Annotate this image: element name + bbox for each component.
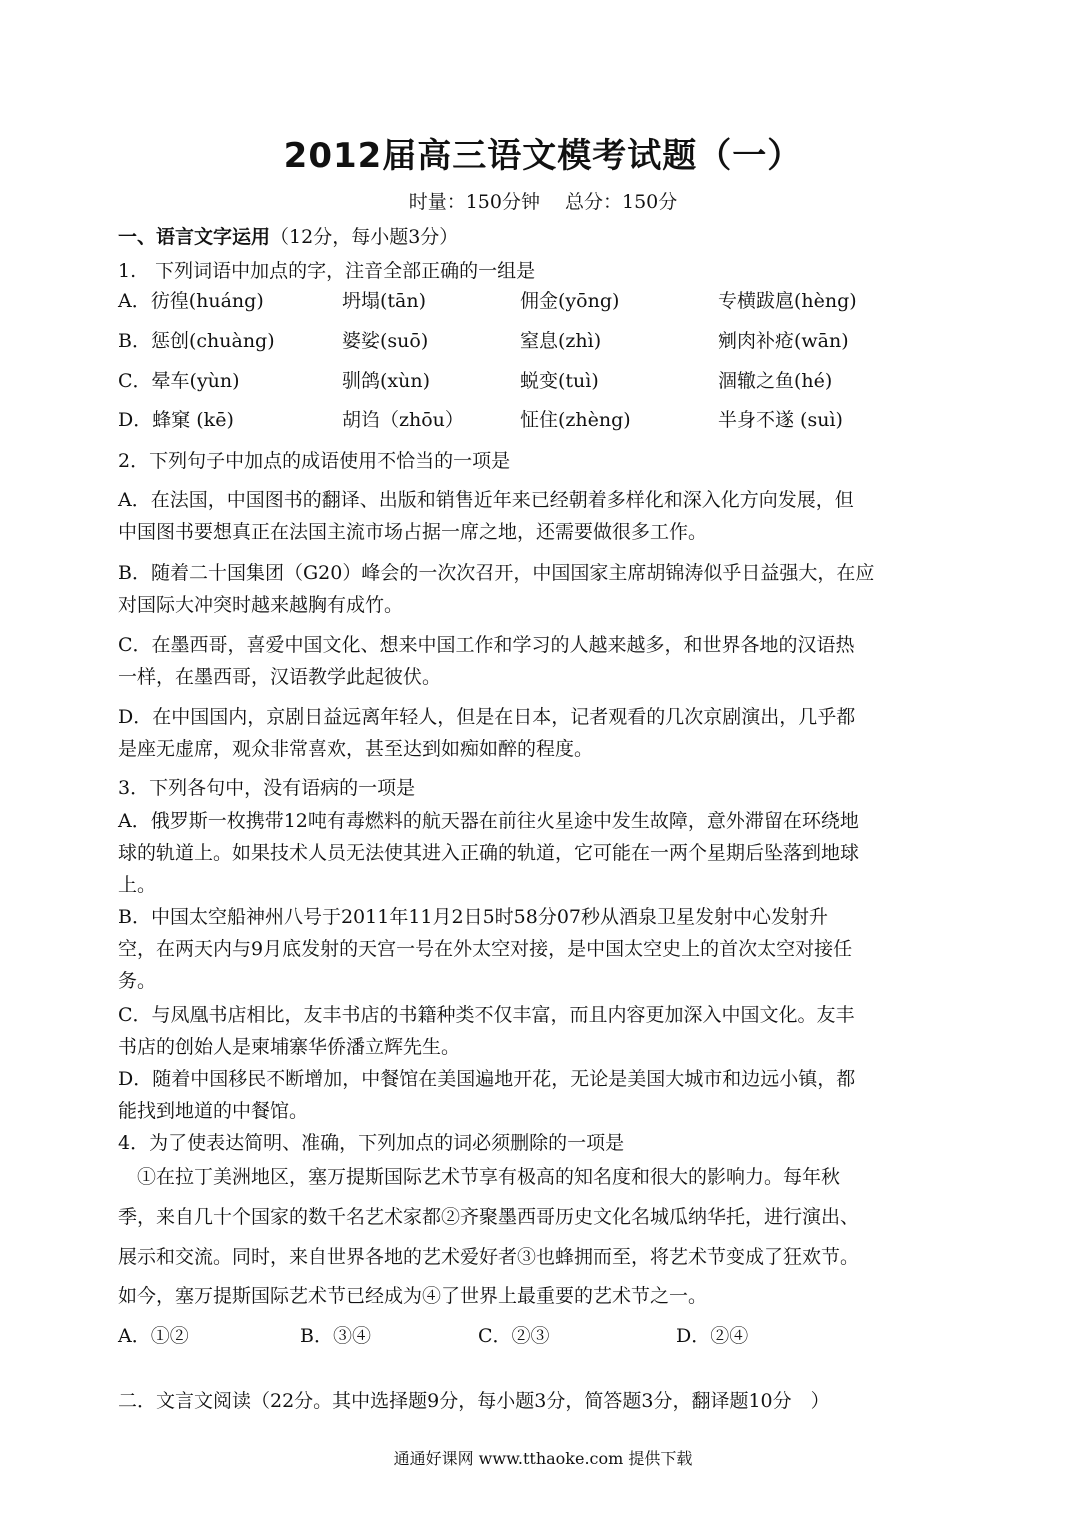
q1-a-3: 佣金(yōng)	[520, 290, 620, 312]
q3-b-line1: B．中国太空船神州八号于2011年11月2日5时58分07秒从酒泉卫星发射中心发射升	[118, 906, 829, 928]
section2-heading: 二．文言文阅读（22分。其中选择题9分，每小题3分，简答题3分，翻译题10分 ）	[118, 1390, 830, 1412]
section1-heading	[118, 222, 458, 249]
section1-title: 一、语言文字运用	[118, 226, 271, 248]
q2-c-line2: 一样，在墨西哥，汉语教学此起彼伏。	[118, 666, 442, 688]
q4-stem: 4．为了使表达简明、准确，下列加点的词必须删除的一项是	[118, 1132, 625, 1154]
q1-b-3: 窒息(zhì)	[520, 330, 602, 352]
q3-b-line3: 务。	[118, 970, 157, 992]
q2-d-line2: 是座无虚席，观众非常喜欢，甚至达到如痴如醉的程度。	[118, 738, 594, 760]
q1-b-1: B．惩创(chuàng)	[118, 330, 275, 352]
q1-b-2: 婆娑(suō)	[342, 330, 429, 352]
q1-d-2: 胡诌（zhōu）	[342, 409, 464, 431]
q2-a-line1: A．在法国，中国图书的翻译、出版和销售近年来已经朝着多样化和深入化方向发展，但	[118, 489, 854, 511]
q1-c-3: 蜕变(tuì)	[520, 370, 599, 392]
q4-para-line1: ①在拉丁美洲地区，塞万提斯国际艺术节享有极高的知名度和很大的影响力。每年秋	[118, 1166, 841, 1188]
q4-para-line2: 季，来自几十个国家的数千名艺术家都②齐聚墨西哥历史文化名城瓜纳华托，进行演出、	[118, 1206, 860, 1228]
q3-a-line2: 球的轨道上。如果技术人员无法使其进入正确的轨道，它可能在一两个星期后坠落到地球	[118, 842, 860, 864]
exam-info: 时量：150分钟 总分：150分	[408, 191, 678, 213]
q4-option-a: A．①②	[118, 1325, 189, 1347]
q3-a-line1: A．俄罗斯一枚携带12吨有毒燃料的航天器在前往火星途中发生故障，意外滞留在环绕地	[118, 810, 859, 832]
q1-c-2: 驯鸽(xùn)	[342, 370, 431, 392]
q2-stem: 2．下列句子中加点的成语使用不恰当的一项是	[118, 450, 511, 472]
q1-stem: 1. 下列词语中加点的字，注音全部正确的一组是	[118, 260, 536, 282]
q1-d-3: 怔住(zhèng)	[520, 409, 631, 431]
q3-c-line2: 书店的创始人是柬埔寨华侨潘立辉先生。	[118, 1036, 461, 1058]
q4-option-d: D．②④	[676, 1325, 749, 1347]
q3-d-line1: D．随着中国移民不断增加，中餐馆在美国遍地开花，无论是美国大城市和边远小镇，都	[118, 1068, 856, 1090]
page-title: 2012届高三语文模考试题（一）	[283, 136, 803, 176]
q2-d-line1: D．在中国国内，京剧日益远离年轻人，但是在日本，记者观看的几次京剧演出，几乎都	[118, 706, 856, 728]
q2-a-line2: 中国图书要想真正在法国主流市场占据一席之地，还需要做很多工作。	[118, 521, 708, 543]
q3-c-line1: C．与凤凰书店相比，友丰书店的书籍种类不仅丰富，而且内容更加深入中国文化。友丰	[118, 1004, 855, 1026]
q1-a-2: 坍塌(tān)	[342, 290, 427, 312]
q1-b-4: 剜肉补疮(wān)	[718, 330, 849, 352]
q1-a-4: 专横跋扈(hèng)	[718, 290, 857, 312]
q1-c-1: C．晕车(yùn)	[118, 370, 240, 392]
q3-b-line2: 空，在两天内与9月底发射的天宫一号在外太空对接，是中国太空史上的首次太空对接任	[118, 938, 853, 960]
q3-stem: 3．下列各句中，没有语病的一项是	[118, 777, 416, 799]
q4-para-line4: 如今，塞万提斯国际艺术节已经成为④了世界上最重要的艺术节之一。	[118, 1285, 708, 1307]
q2-b-line2: 对国际大冲突时越来越胸有成竹。	[118, 594, 404, 616]
q2-c-line1: C．在墨西哥，喜爱中国文化、想来中国工作和学习的人越来越多，和世界各地的汉语热	[118, 634, 855, 656]
q1-d-4: 半身不遂 (suì)	[718, 409, 843, 431]
q3-a-line3: 上。	[118, 874, 157, 896]
section1-note: （12分，每小题3分）	[270, 226, 459, 248]
q1-d-1: D．蜂窠 (kē)	[118, 409, 234, 431]
q3-d-line2: 能找到地道的中餐馆。	[118, 1100, 309, 1122]
q4-para-line3: 展示和交流。同时，来自世界各地的艺术爱好者③也蜂拥而至，将艺术节变成了狂欢节。	[118, 1246, 860, 1268]
q2-b-line1: B．随着二十国集团（G20）峰会的一次次召开，中国国家主席胡锦涛似乎日益强大，在应	[118, 562, 875, 584]
q1-c-4: 涸辙之鱼(hé)	[718, 370, 833, 392]
footer-download-note: 通通好课网 www.tthaoke.com 提供下载	[393, 1449, 693, 1468]
q4-option-b: B．③④	[300, 1325, 371, 1347]
q4-option-c: C．②③	[478, 1325, 550, 1347]
q1-a-1: A．彷徨(huáng)	[118, 290, 264, 312]
